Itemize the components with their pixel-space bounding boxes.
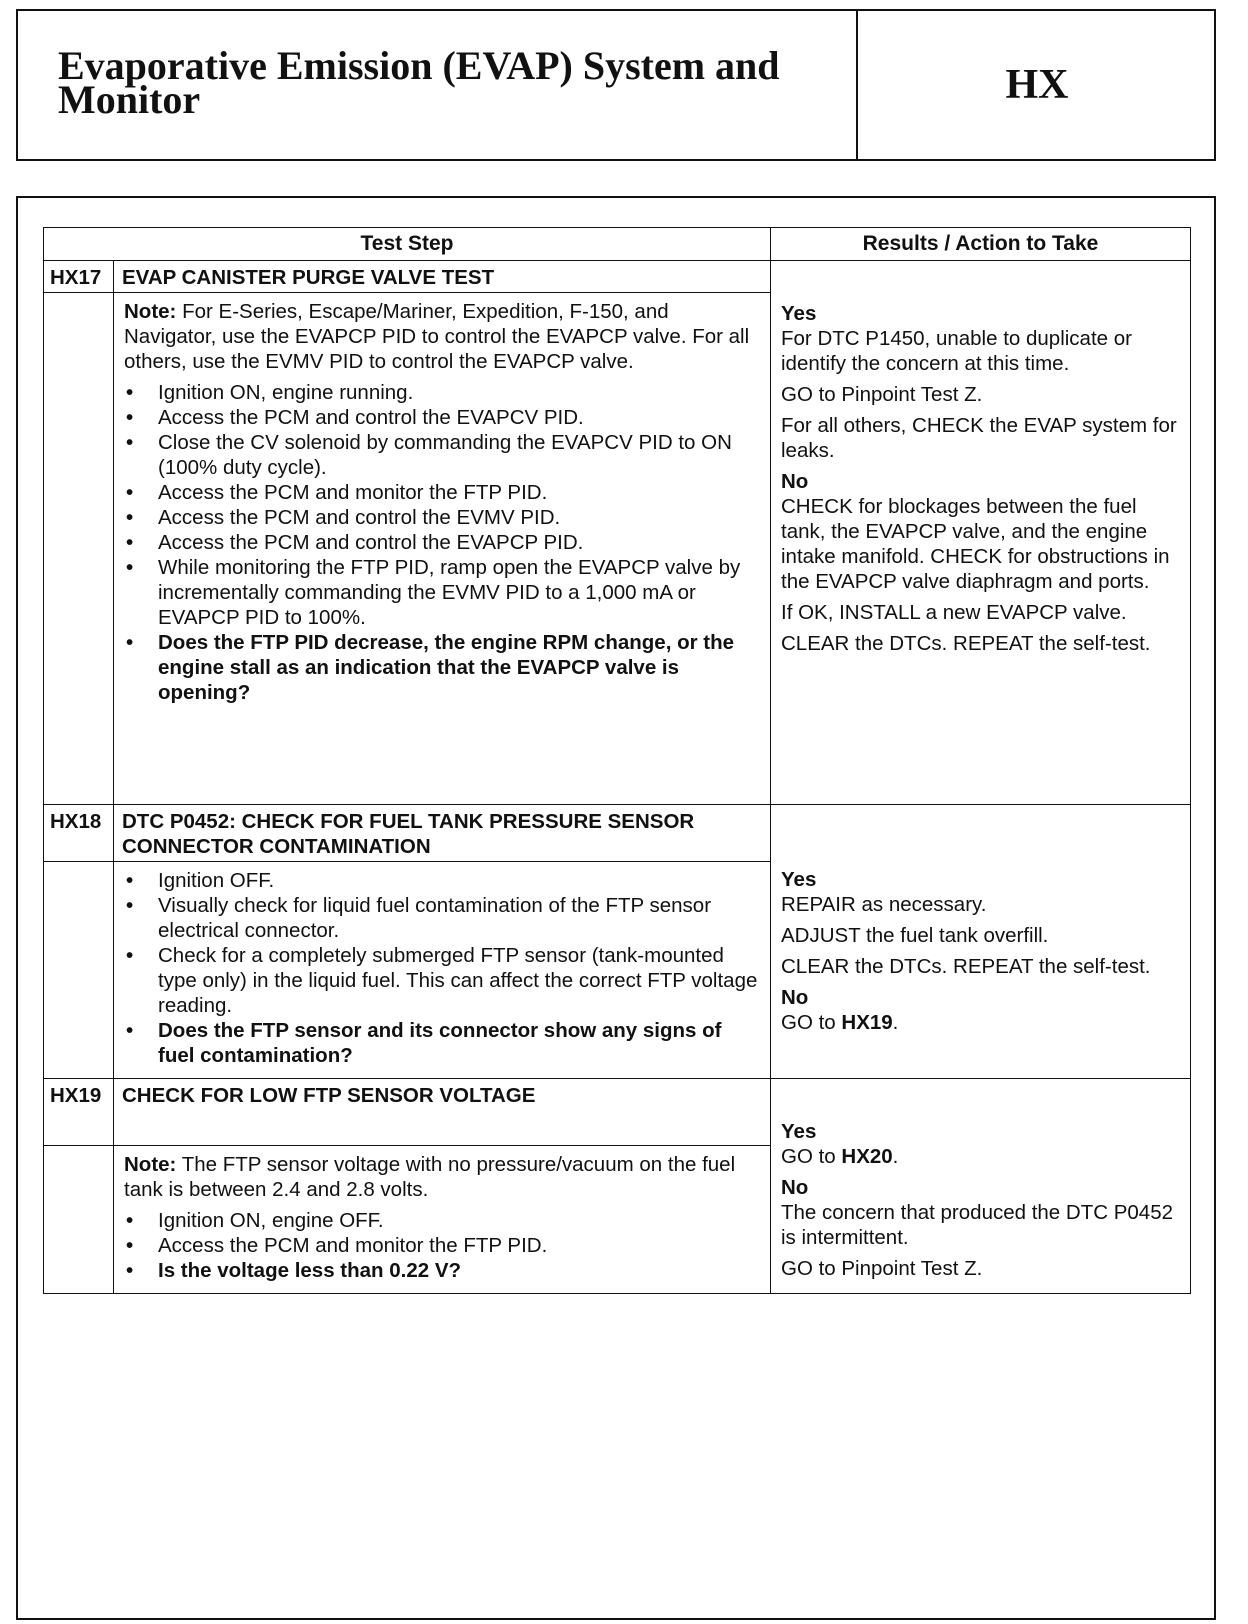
step-body xyxy=(114,862,771,1079)
note-label: Note: xyxy=(124,1153,177,1176)
step-title: DTC P0452: CHECK FOR FUEL TANK PRESSURE SENSOR CONNECTOR CONTAMINATION xyxy=(114,805,771,862)
result-text xyxy=(781,1144,1182,1169)
step-results xyxy=(771,261,1191,805)
list-item: • Access the PCM and control the EVAPCV PID. xyxy=(124,405,760,430)
list-item: • Visually check for liquid fuel contamination of the FTP sensor electrical connector. xyxy=(124,893,760,943)
go-target-link[interactable]: HX19 xyxy=(841,1011,893,1034)
list-item: • Access the PCM and control the EVAPCP PID. xyxy=(124,530,760,555)
result-text: For all others, CHECK the EVAP system for leaks. xyxy=(781,414,1177,462)
step-bullets xyxy=(124,868,760,1068)
list-item: • Access the PCM and monitor the FTP PID. xyxy=(124,480,760,505)
result-text: CLEAR the DTCs. REPEAT the self-test. xyxy=(781,632,1151,655)
step-note xyxy=(124,1152,760,1202)
step-note xyxy=(124,299,760,374)
result-text: REPAIR as necessary. xyxy=(781,893,987,916)
result-text: For DTC P1450, unable to duplicate or identify the concern at this time. xyxy=(781,327,1132,375)
result-text: CHECK for blockages between the fuel tank, the EVAPCP valve, and the engine intake manifold. CHECK for obstructions in the EVAPCP valve diaphragm and ports. xyxy=(781,495,1170,593)
result-text xyxy=(781,1010,1182,1035)
result-text: The concern that produced the DTC P0452 is intermittent. xyxy=(781,1201,1174,1249)
step-title: CHECK FOR LOW FTP SENSOR VOLTAGE xyxy=(114,1079,771,1146)
yes-label: Yes xyxy=(781,868,817,891)
list-item: • Close the CV solenoid by commanding the EVAPCV PID to ON (100% duty cycle). xyxy=(124,430,760,480)
no-label: No xyxy=(781,1176,809,1199)
step-id-spacer xyxy=(44,293,114,805)
no-label: No xyxy=(781,470,809,493)
list-item: • Ignition ON, engine OFF. xyxy=(124,1208,760,1233)
step-id-spacer xyxy=(44,862,114,1079)
list-item: • Ignition ON, engine running. xyxy=(124,380,760,405)
go-prefix: GO to xyxy=(781,1011,842,1034)
col-header-test-step: Test Step xyxy=(44,228,771,261)
list-item: • While monitoring the FTP PID, ramp open the EVAPCP valve by incrementally commanding the EVMV PID to a 1,000 mA or EVAPCP PID to 100%. xyxy=(124,555,760,630)
result-text: GO to Pinpoint Test Z. xyxy=(781,383,983,406)
step-id-spacer xyxy=(44,1146,114,1294)
go-suffix: . xyxy=(892,1011,899,1034)
step-title-row xyxy=(44,805,1191,862)
result-text: GO to Pinpoint Test Z. xyxy=(781,1257,983,1280)
step-results xyxy=(771,1079,1191,1294)
step-results xyxy=(771,805,1191,1079)
step-id: HX17 xyxy=(44,261,114,293)
result-text: CLEAR the DTCs. REPEAT the self-test. xyxy=(781,955,1151,978)
yes-label: Yes xyxy=(781,1120,817,1143)
step-bullets xyxy=(124,380,760,705)
step-body xyxy=(114,1146,771,1294)
section-code: HX xyxy=(1005,62,1069,108)
diagnostic-table xyxy=(43,227,1191,1294)
step-question: • Is the voltage less than 0.22 V? xyxy=(124,1258,760,1283)
note-text: The FTP sensor voltage with no pressure/vacuum on the fuel tank is between 2.4 and 2.8 volts. xyxy=(124,1153,736,1201)
go-target-link[interactable]: HX20 xyxy=(841,1145,893,1168)
step-title-row xyxy=(44,1079,1191,1146)
list-item: • Check for a completely submerged FTP sensor (tank-mounted type only) in the liquid fuel. This can affect the correct FTP voltage reading. xyxy=(124,943,760,1018)
step-bullets xyxy=(124,1208,760,1283)
step-title: EVAP CANISTER PURGE VALVE TEST xyxy=(114,261,771,293)
result-text: If OK, INSTALL a new EVAPCP valve. xyxy=(781,601,1127,624)
list-item: • Ignition OFF. xyxy=(124,868,760,893)
note-text: For E-Series, Escape/Mariner, Expedition, F-150, and Navigator, use the EVAPCP PID to control the EVAPCP valve. For all others, use the EVMV PID to control the EVAPCP valve. xyxy=(124,300,750,373)
step-body xyxy=(114,293,771,805)
note-label: Note: xyxy=(124,300,177,323)
step-id: HX18 xyxy=(44,805,114,862)
col-header-results: Results / Action to Take xyxy=(771,228,1191,261)
step-title-row xyxy=(44,261,1191,293)
go-suffix: . xyxy=(892,1145,899,1168)
step-question: • Does the FTP sensor and its connector show any signs of fuel contamination? xyxy=(124,1018,760,1068)
page-header xyxy=(16,9,1216,161)
step-id: HX19 xyxy=(44,1079,114,1146)
result-text: ADJUST the fuel tank overfill. xyxy=(781,924,1049,947)
yes-label: Yes xyxy=(781,302,817,325)
no-label: No xyxy=(781,986,809,1009)
list-item: • Access the PCM and control the EVMV PID. xyxy=(124,505,760,530)
list-item: • Access the PCM and monitor the FTP PID. xyxy=(124,1233,760,1258)
go-prefix: GO to xyxy=(781,1145,842,1168)
step-question: • Does the FTP PID decrease, the engine RPM change, or the engine stall as an indication that the EVAPCP valve is opening? xyxy=(124,630,760,705)
page-title: Evaporative Emission (EVAP) System and Monitor xyxy=(58,43,780,122)
table-header-row xyxy=(44,228,1191,261)
